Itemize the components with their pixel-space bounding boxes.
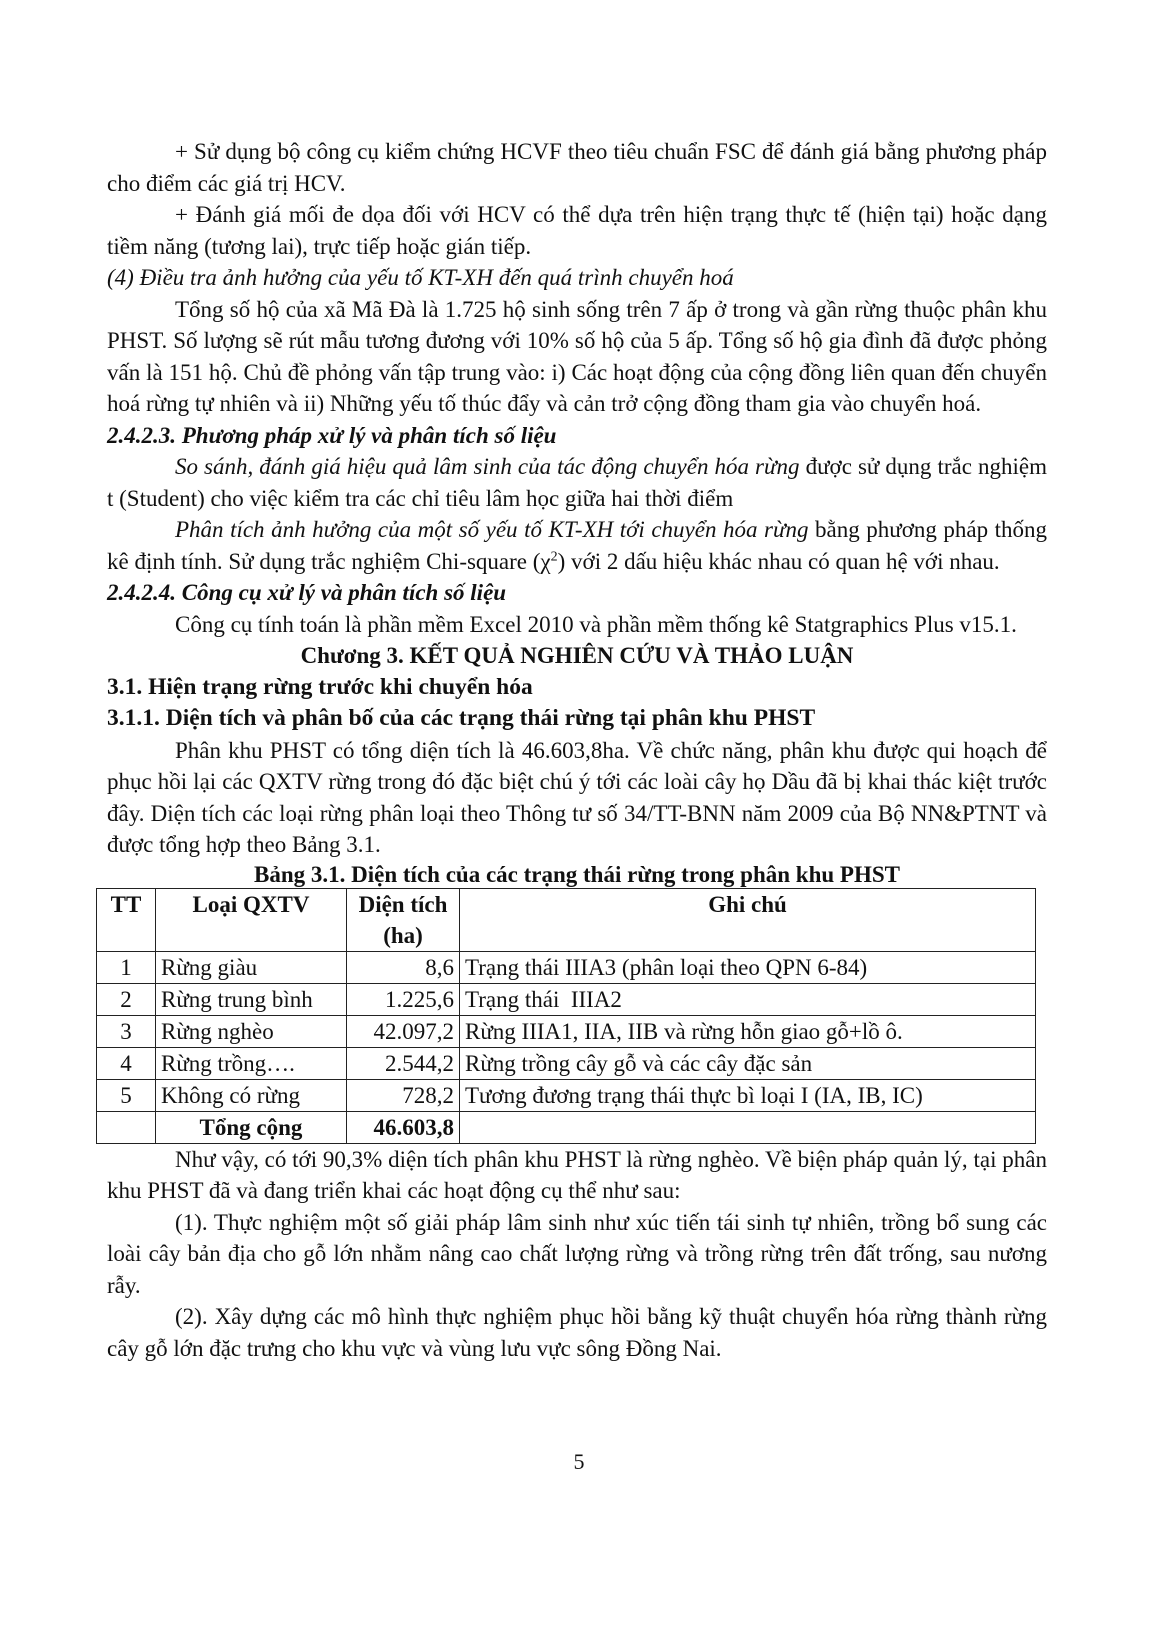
column-header-area: Diện tích (ha) [347, 888, 460, 951]
cell-tt: 5 [97, 1079, 156, 1111]
cell-notes: Rừng IIIA1, IIA, IIB và rừng hỗn giao gỗ+lồ ô. [460, 1015, 1036, 1047]
cell-tt-empty [97, 1111, 156, 1143]
cell-tt: 2 [97, 983, 156, 1015]
page-content [107, 136, 1047, 1364]
paragraph-italic-lead: Phân tích ảnh hưởng của một số yếu tố KT-XH tới chuyển hóa rừng [175, 517, 809, 542]
cell-forest-type: Rừng trồng…. [156, 1047, 347, 1079]
cell-area: 8,6 [347, 951, 460, 983]
table-row [97, 951, 1036, 983]
paragraph-chi-square [107, 514, 1047, 577]
table-row [97, 1079, 1036, 1111]
paragraph-measure-1: (1). Thực nghiệm một số giải pháp lâm sinh như xúc tiến tái sinh tự nhiên, trồng bổ sung các loài cây bản địa cho gỗ lớn nhằm nâng cao chất lượng rừng và trồng rừng trên đất trống, sau nương rẫy. [107, 1209, 1047, 1298]
cell-tt: 4 [97, 1047, 156, 1079]
paragraph-measure-2: (2). Xây dựng các mô hình thực nghiệm phục hồi bằng kỹ thuật chuyển hóa rừng thành rừng cây gỗ lớn đặc trưng cho khu vực và vùng lưu vực sông Đồng Nai. [107, 1304, 1047, 1361]
cell-notes: Tương đương trạng thái thực bì loại I (IA, IB, IC) [460, 1079, 1036, 1111]
cell-notes: Rừng trồng cây gỗ và các cây đặc sản [460, 1047, 1036, 1079]
cell-forest-type: Không có rừng [156, 1079, 347, 1111]
cell-area: 728,2 [347, 1079, 460, 1111]
heading-3-1: 3.1. Hiện trạng rừng trước khi chuyển hóa [107, 673, 533, 700]
paragraph-area-overview: Phân khu PHST có tổng diện tích là 46.603,8ha. Về chức năng, phân khu được qui hoạch để phục hồi lại các QXTV rừng trong đó đặc biệt chú ý tới các loài cây họ Dầu đã bị khai thác kiệt trước đây. Diện tích các loại rừng phân loại theo Thông tư số 34/TT-BNN năm 2009 của Bộ NN&PTNT và được tổng hợp theo Bảng 3.1. [107, 737, 1047, 857]
column-header-notes: Ghi chú [460, 888, 1036, 951]
paragraph-italic-lead: So sánh, đánh giá hiệu quả lâm sinh của tác động chuyển hóa rừng [175, 454, 800, 479]
table-row [97, 983, 1036, 1015]
cell-notes-empty [460, 1111, 1036, 1143]
cell-area: 1.225,6 [347, 983, 460, 1015]
superscript: 2 [550, 548, 558, 564]
cell-notes: Trạng thái IIIA3 (phân loại theo QPN 6-84) [460, 951, 1036, 983]
paragraph-hcvf-tool: + Sử dụng bộ công cụ kiểm chứng HCVF theo tiêu chuẩn FSC để đánh giá bằng phương pháp cho điểm các giá trị HCV. [107, 139, 1047, 196]
cell-tt: 1 [97, 951, 156, 983]
cell-notes: Trạng thái IIIA2 [460, 983, 1036, 1015]
table-caption: Bảng 3.1. Diện tích của các trạng thái rừng trong phân khu PHST [254, 861, 900, 887]
cell-forest-type: Rừng giàu [156, 951, 347, 983]
heading-2-4-2-3: 2.4.2.3. Phương pháp xử lý và phân tích số liệu [107, 422, 557, 448]
page-number: 5 [573, 1449, 585, 1474]
chapter-title: Chương 3. KẾT QUẢ NGHIÊN CỨU VÀ THẢO LUẬN [300, 643, 854, 668]
table-row [97, 1047, 1036, 1079]
cell-tt: 3 [97, 1015, 156, 1047]
heading-3-1-1: 3.1.1. Diện tích và phân bố của các trạng thái rừng tại phân khu PHST [107, 705, 816, 731]
paragraph-text: ) với 2 dấu hiệu khác nhau có quan hệ với nhau. [557, 548, 1000, 574]
paragraph-silviculture-comparison [107, 451, 1047, 514]
table-header-row [97, 888, 1036, 951]
paragraph-text: bằng phương pháp thống kê định tính. Sử dụng trắc nghiệm Chi-square (χ [107, 517, 1047, 574]
cell-total-value: 46.603,8 [347, 1111, 460, 1143]
paragraph-household-survey: Tổng số hộ của xã Mã Đà là 1.725 hộ sinh sống trên 7 ấp ở trong và gần rừng thuộc phân khu PHST. Số lượng sẽ rút mẫu tương đương với 10% số hộ của 5 ấp. Tổng số hộ gia đình đã được phỏng vấn là 151 hộ. Chủ đề phỏng vấn tập trung vào: i) Các hoạt động của cộng đồng liên quan đến chuyển hoá rừng tự nhiên và ii) Những yếu tố thúc đẩy và cản trở cộng đồng tham gia vào chuyển hoá. [107, 296, 1047, 416]
cell-area: 42.097,2 [347, 1015, 460, 1047]
cell-total-label: Tổng cộng [156, 1111, 347, 1143]
paragraph-threat-assessment: + Đánh giá mối đe dọa đối với HCV có thể dựa trên hiện trạng thực tế (hiện tại) hoặc dạng tiềm năng (tương lai), trực tiếp hoặc gián tiếp. [107, 202, 1047, 259]
paragraph-software-tools: Công cụ tính toán là phần mềm Excel 2010 và phần mềm thống kê Statgraphics Plus v15.1. [175, 611, 1017, 637]
column-header-forest-type: Loại QXTV [156, 888, 347, 951]
paragraph-poor-forest-share: Như vậy, có tới 90,3% diện tích phân khu PHST là rừng nghèo. Về biện pháp quản lý, tại phân khu PHST đã và đang triển khai các hoạt động cụ thể như sau: [107, 1146, 1047, 1203]
forest-area-table [96, 888, 1036, 1144]
cell-forest-type: Rừng nghèo [156, 1015, 347, 1047]
cell-forest-type: Rừng trung bình [156, 983, 347, 1015]
paragraph-text: được sử dụng trắc nghiệm t (Student) cho việc kiểm tra các chỉ tiêu lâm học giữa hai thời điểm [107, 454, 1047, 511]
heading-2-4-2-4: 2.4.2.4. Công cụ xử lý và phân tích số liệu [107, 580, 507, 605]
subheading-socioeconomic-survey: (4) Điều tra ảnh hưởng của yếu tố KT-XH đến quá trình chuyển hoá [107, 265, 734, 290]
table-row [97, 1015, 1036, 1047]
table-total-row [97, 1111, 1036, 1143]
cell-area: 2.544,2 [347, 1047, 460, 1079]
column-header-tt: TT [97, 888, 156, 951]
